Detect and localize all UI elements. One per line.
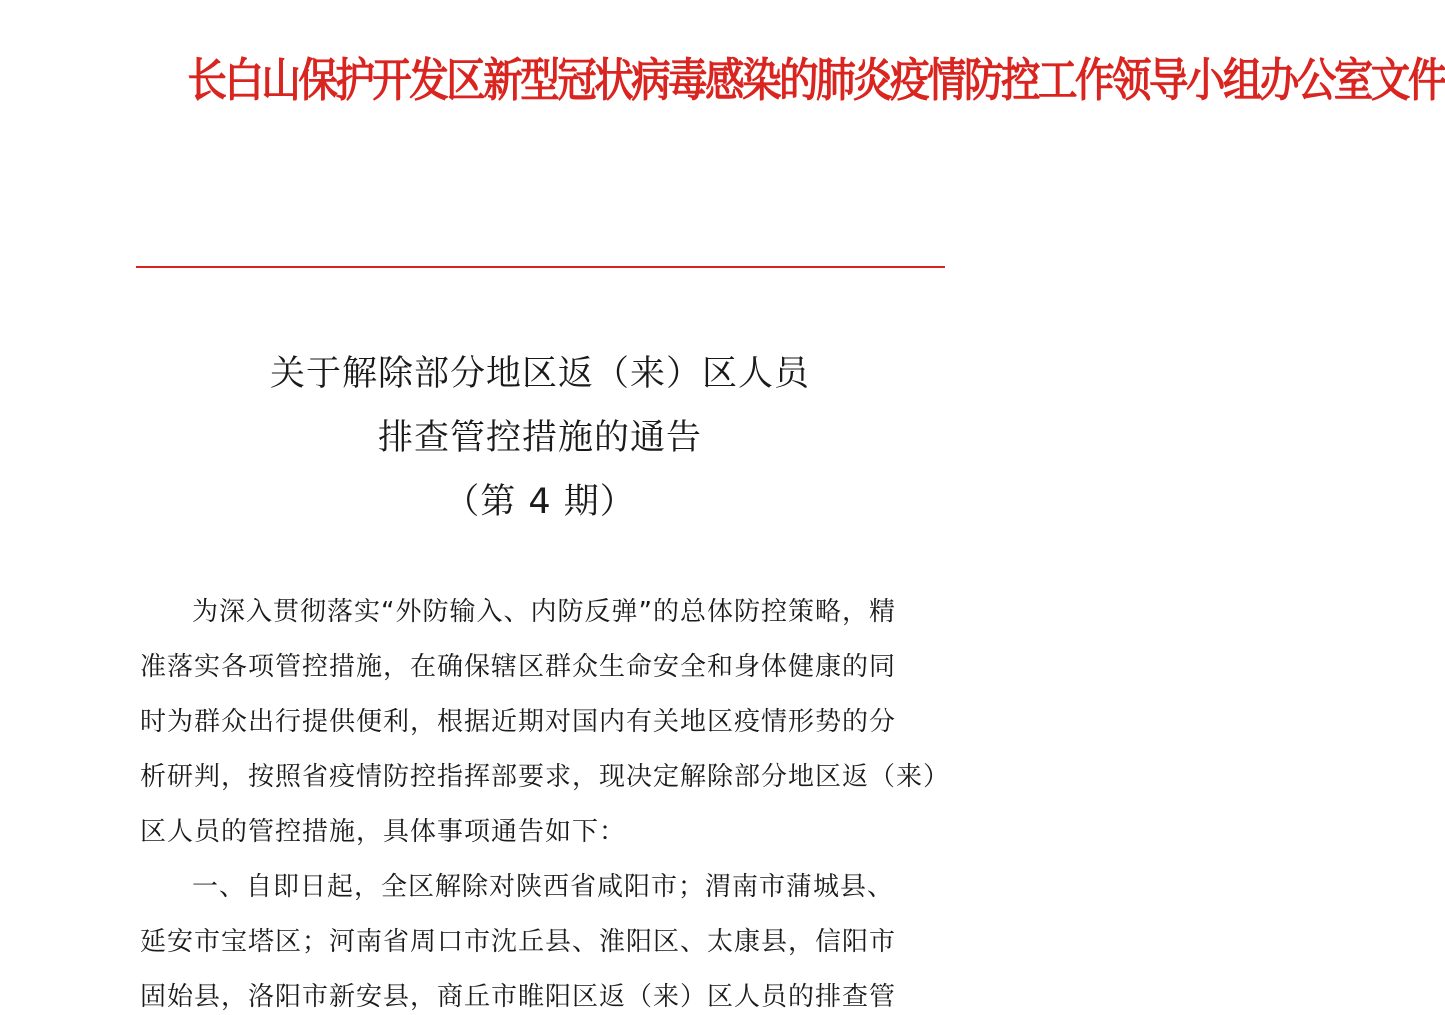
document-issue-number: （第 4 期） bbox=[444, 482, 636, 522]
body-paragraph-1-line-4: 析研判，按照省疫情防控指挥部要求，现决定解除部分地区返（来） bbox=[140, 762, 951, 792]
body-paragraph-2-line-1: 一、自即日起，全区解除对陕西省咸阳市；渭南市蒲城县、 bbox=[192, 872, 895, 902]
document-title-line-1: 关于解除部分地区返（来）区人员 bbox=[269, 354, 810, 394]
body-paragraph-1-line-1: 为深入贯彻落实“外防输入、内防反弹”的总体防控策略，精 bbox=[192, 597, 896, 627]
body-paragraph-1-line-2: 准落实各项管控措施，在确保辖区群众生命安全和身体健康的同 bbox=[140, 652, 897, 682]
body-paragraph-2-line-3: 固始县，洛阳市新安县，商丘市睢阳区返（来）区人员的排查管 bbox=[140, 982, 897, 1012]
red-divider bbox=[136, 266, 945, 268]
document-title-line-2: 排查管控措施的通告 bbox=[377, 418, 702, 458]
body-paragraph-1-line-3: 时为群众出行提供便利，根据近期对国内有关地区疫情形势的分 bbox=[140, 707, 897, 737]
body-paragraph-2-line-2: 延安市宝塔区；河南省周口市沈丘县、淮阳区、太康县，信阳市 bbox=[140, 927, 897, 957]
issuer-header: 长白山保护开发区新型冠状病毒感染的肺炎疫情防控工作领导小组办公室文件 bbox=[187, 53, 1445, 107]
body-paragraph-1-line-5: 区人员的管控措施，具体事项通告如下： bbox=[140, 817, 627, 847]
